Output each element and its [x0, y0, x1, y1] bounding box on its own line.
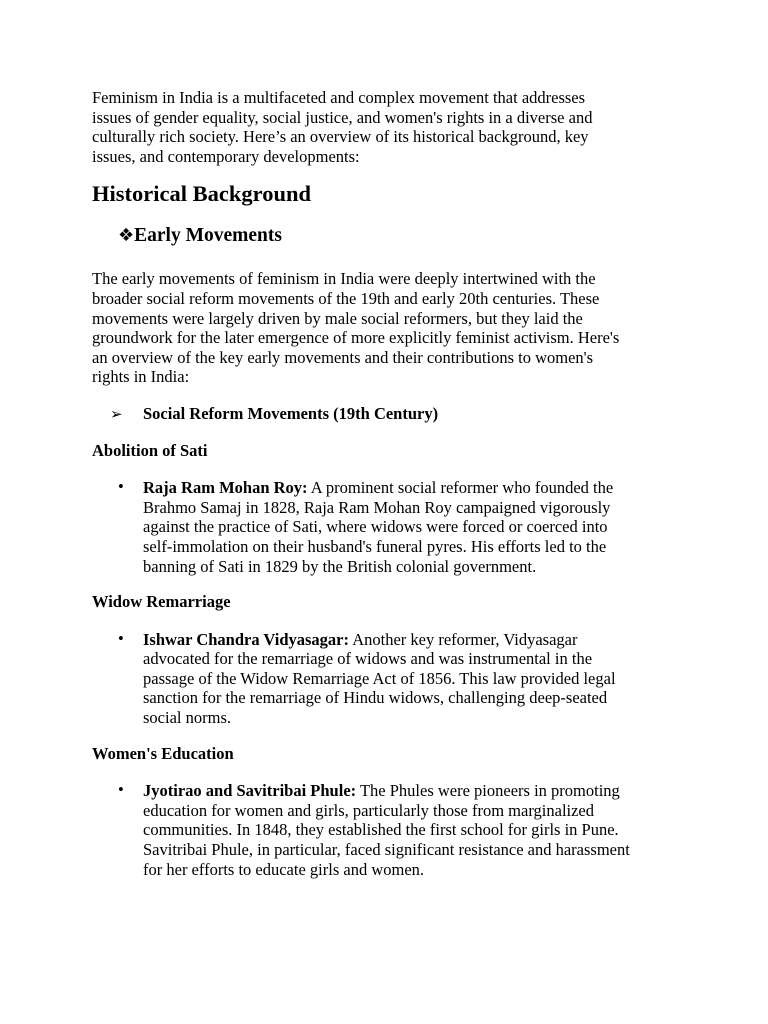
arrow-bullet-icon: ➢: [110, 404, 123, 423]
bullet-line: education for women and girls, particularly those from marginalized: [143, 800, 595, 820]
section-heading-widow-remarriage: Widow Remarriage: [92, 592, 231, 612]
early-movements-paragraph: [92, 269, 688, 387]
bullet-line: for her efforts to educate girls and women.: [143, 859, 425, 879]
diamond-bullet-icon: ❖: [118, 225, 135, 247]
bullet-lead-label: Jyotirao and Savitribai Phule:: [143, 781, 357, 801]
bullet-line: against the practice of Sati, where widows were forced or coerced into: [143, 517, 608, 537]
list-heading-social-reform: [92, 404, 688, 425]
bullet-line: social norms.: [143, 708, 231, 728]
heading-early-movements-label: Early Movements: [134, 225, 282, 247]
bullet-text: The Phules were pioneers in promoting: [359, 781, 620, 801]
bullet-dot-icon: •: [118, 628, 124, 648]
heading-historical-background: Historical Background: [92, 181, 311, 207]
bullet-lead-label: Ishwar Chandra Vidyasagar:: [143, 629, 349, 649]
bullet-line: [143, 781, 688, 801]
bullet-line: Brahmo Samaj in 1828, Raja Ram Mohan Roy campaigned vigorously: [143, 497, 611, 517]
bullet-item-jyotirao-savitribai-phule: [92, 781, 688, 879]
bullet-dot-icon: •: [118, 477, 124, 497]
bullet-line: advocated for the remarriage of widows and was instrumental in the: [143, 649, 593, 669]
paragraph-line: groundwork for the later emergence of more explicitly feminist activism. Here's: [92, 328, 620, 348]
paragraph-line: issues of gender equality, social justice, and women's rights in a diverse and: [92, 107, 593, 127]
bullet-line: [143, 630, 688, 650]
bullet-line: [143, 478, 688, 498]
bullet-lead-label: Raja Ram Mohan Roy:: [143, 478, 308, 498]
paragraph-line: culturally rich society. Here’s an overview of its historical background, key: [92, 127, 589, 147]
paragraph-line: broader social reform movements of the 19th and early 20th centuries. These: [92, 288, 600, 308]
heading-early-movements: [118, 224, 688, 248]
bullet-line: Savitribai Phule, in particular, faced significant resistance and harassment: [143, 840, 630, 860]
paragraph-line: Feminism in India is a multifaceted and complex movement that addresses: [92, 88, 586, 107]
bullet-text: Another key reformer, Vidyasagar: [352, 629, 578, 649]
bullet-line: self-immolation on their husband's funeral pyres. His efforts led to the: [143, 536, 607, 556]
paragraph-line: an overview of the key early movements and their contributions to women's: [92, 347, 594, 367]
list-heading-label: Social Reform Movements (19th Century): [143, 403, 439, 423]
bullet-line: passage of the Widow Remarriage Act of 1856. This law provided legal: [143, 668, 616, 688]
bullet-line: communities. In 1848, they established the first school for girls in Pune.: [143, 820, 619, 840]
bullet-item-raja-ram-mohan-roy: [92, 478, 688, 576]
bullet-dot-icon: •: [118, 780, 124, 800]
bullet-text: A prominent social reformer who founded the: [310, 478, 614, 498]
paragraph-line: rights in India:: [92, 367, 190, 387]
section-heading-abolition-of-sati: Abolition of Sati: [92, 440, 208, 460]
bullet-line: banning of Sati in 1829 by the British colonial government.: [143, 556, 537, 576]
section-heading-womens-education: Women's Education: [92, 743, 234, 763]
intro-paragraph: [92, 88, 688, 166]
paragraph-line: issues, and contemporary developments:: [92, 146, 360, 166]
bullet-item-ishwar-chandra-vidyasagar: [92, 630, 688, 728]
paragraph-line: The early movements of feminism in India were deeply intertwined with the: [92, 269, 596, 289]
paragraph-line: movements were largely driven by male social reformers, but they laid the: [92, 308, 583, 328]
bullet-line: sanction for the remarriage of Hindu widows, challenging deep-seated: [143, 688, 608, 708]
